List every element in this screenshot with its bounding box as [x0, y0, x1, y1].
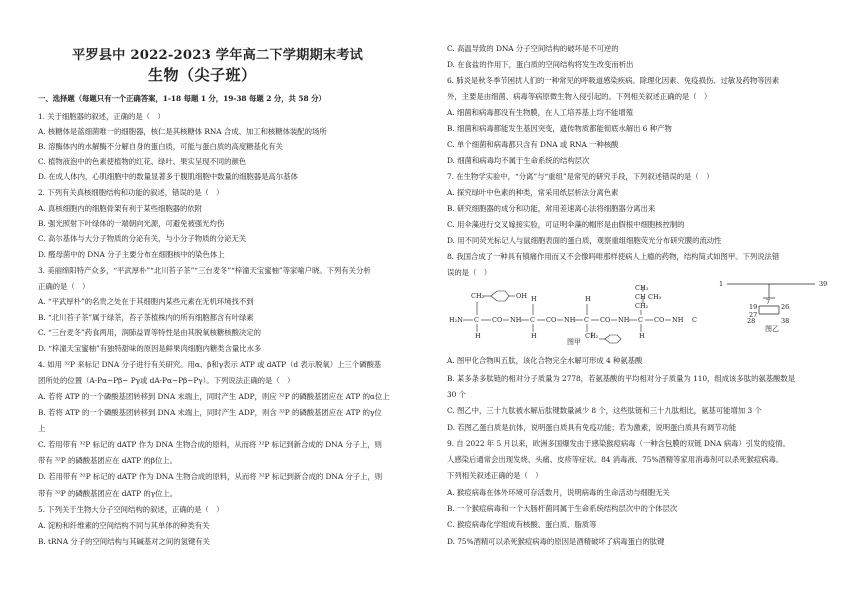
formula-label: CH₃	[648, 293, 662, 301]
option-line: C. 图乙中，三十九肽被水解后肽键数量减少 8 个，这些肽链和三十九肽相比，氨基可能增加 3 个	[447, 406, 762, 415]
option-line: 带有 ³²P 的磷酸基团应在 dATP 的β位上。	[38, 456, 177, 465]
question-line: 4. 如用 ³²P 来标记 DNA 分子进行有关研究。用α、β和γ表示 ATP 或 dATP（d 表示脱氧）上三个磷酸基	[38, 360, 382, 369]
formula-label: H	[531, 295, 537, 303]
question-line: 正确的是（ ）	[38, 282, 90, 291]
figure-number: 19	[749, 303, 758, 311]
question-line: 误的是（ ）	[447, 268, 492, 277]
formula-label: C	[584, 316, 589, 324]
question-line: 5. 下列关于生物大分子空间结构的叙述，正确的是（ ）	[38, 505, 224, 514]
question-line: 3. 美丽绵阳特产众多，“平武厚朴”“北川苔子茶”“三台麦冬”“梓潼天宝蜜柚”等家喻户晓。下列有关分析	[38, 266, 371, 275]
option-line: C. 植物液泡中的色素使植物的红花、绿叶、果实呈现不同的颜色	[38, 157, 247, 166]
option-line: B. 研究细胞器的成分和功能，常用差速离心法将细胞器分离出来	[447, 204, 656, 213]
formula-label: CO	[492, 316, 503, 324]
figure-number: 1	[719, 280, 724, 288]
figure-number: 27	[749, 311, 758, 319]
figure-number: 7	[766, 298, 771, 306]
option-line: B. “北川苔子茶”属于绿茶，苔子茶植株内的所有细胞都含有叶绿素	[38, 313, 254, 322]
figure-number: 38	[781, 317, 790, 325]
option-line: D. “梓潼天宝蜜柚”有独特甜味的原因是鲜果肉细胞内糖类含量比水多	[38, 344, 262, 353]
option-line: A. 核糖体是蓝细菌唯一的细胞器，核仁是其核糖体 RNA 合成、加工和核糖体装配的场所	[38, 127, 327, 136]
option-line: A. 细菌和病毒都没有生物膜，在人工培养基上均不能增殖	[447, 108, 634, 117]
question-line: 7. 在生物学实验中，“分离”与“重组”是常见的研究手段，下列叙述错误的是（ ）	[447, 172, 714, 181]
formula-label: C	[692, 316, 697, 324]
option-line: B. tRNA 分子的空间结构与其碱基对之间的氢键有关	[38, 537, 210, 546]
option-line: 上	[38, 424, 46, 433]
formula-label: H	[475, 332, 481, 340]
option-line: D. 若用带有 ³²P 标记的 dATP 作为 DNA 生物合成的原料，从而将 ³²P 标记到新合成的 DNA 分子上，则	[38, 472, 383, 481]
option-line: B. 若将 ATP 的一个磷酸基团转移到 DNA 末端上，同时产生 ADP，则含 ³²P 的磷酸基团应在 ATP 的γ位	[38, 408, 382, 417]
formula-label: CO	[654, 316, 665, 324]
question-line: 8. 我国合成了一种具有镇痛作用而又不会像吗啡那样使病人上瘾的药物，结构简式如图甲。下列说法错	[447, 252, 780, 261]
formula-label: H	[585, 295, 591, 303]
question-line: 团所处的位置（A-Pα~Pβ~ Pγ或 dA-Pα~Pβ~Pγ）。下列说法正确的是（ ）	[38, 376, 295, 385]
option-line: A. “平武厚朴”的名贵之处在于其细胞内某些元素在无机环境找不到	[38, 297, 254, 306]
option-line: B. 溶酶体内的水解酶不分解自身的蛋白质，可能与蛋白质的高度糖基化有关	[38, 142, 283, 151]
option-line: 30 个	[447, 390, 466, 399]
formula-label: CH	[635, 293, 646, 301]
option-line: B. 细菌和病毒都能发生基因突变，遗传物质都能彻底水解出 6 种产物	[447, 124, 672, 133]
option-line: B. 某多条多肽链的相对分子质量为 2778，若氨基酸的平均相对分子质量为 110，组成该多肽的氨基酸数是	[447, 374, 796, 383]
option-line: C. 猴痘病毒化学组成有核酸、蛋白质、脂质等	[447, 520, 597, 529]
option-line: D. 在成人体内，心肌细胞中的数量显著多于腹肌细胞中数量的细胞器是高尔基体	[38, 172, 298, 181]
option-line: 带有 ³²P 的磷酸基团应在 dATP 的γ位上。	[38, 489, 178, 498]
formula-label: CH₂	[585, 332, 599, 340]
option-line: B. 一个猴痘病毒和一个大肠杆菌同属于生命系统结构层次中的个体层次	[447, 504, 678, 513]
formula-label: C	[638, 316, 643, 324]
option-line: D. 75%酒精可以杀死猴痘病毒的原因是酒精破坏了病毒蛋白的肽键	[447, 537, 665, 546]
question-line: 1. 关于细胞器的叙述，正确的是（ ）	[38, 112, 165, 121]
option-line: D. 用不同荧光标记人与鼠细胞表面的蛋白质，观察重组细胞荧光分布研究膜的流动性	[447, 236, 722, 245]
formula-label: NH	[510, 316, 522, 324]
exam-title: 平罗县中 2022-2023 学年高二下学期期末考试	[72, 48, 364, 63]
formula-label: CO	[546, 316, 557, 324]
formula-label: CH₃	[635, 284, 649, 292]
formula-label: CH₂	[635, 302, 649, 310]
option-line: C. 高温导致的 DNA 分子空间结构的破坏是不可逆的	[447, 44, 619, 53]
formula-label: C	[474, 316, 479, 324]
option-line: A. 淀粉和纤维素的空间结构不同与其单体的种类有关	[38, 521, 210, 530]
option-line: C. “三台麦冬”药食两用，润肺益胃等特性是由其脱氧核糖核酸决定的	[38, 328, 261, 337]
peptide-chain-figure	[719, 278, 839, 338]
option-line: A. 若将 ATP 的一个磷酸基团转移到 DNA 末端上，同时产生 ADP，则应 ³²P 的磷酸基团应在 ATP 的α位上	[38, 392, 390, 401]
option-line: A. 图甲化合物叫五肽，该化合物完全水解可形成 4 种氨基酸	[447, 356, 643, 365]
option-line: D. 若图乙蛋白质是抗体，说明蛋白质具有免疫功能；若为激素，说明蛋白质具有调节功能	[447, 423, 737, 432]
formula-label: H	[639, 332, 645, 340]
section-heading: 一、选择题（每题只有一个正确答案，1-18 每题 1 分，19-38 每题 2 分，共 58 分）	[38, 94, 326, 103]
option-line: D. 在食盐的作用下，蛋白质的空间结构将发生改变而析出	[447, 60, 634, 69]
option-line: D. 细菌和病毒均不属于生命系统的结构层次	[447, 156, 590, 165]
option-line: A. 猴痘病毒在体外环境可存活数月，说明病毒的生命活动与细胞无关	[447, 488, 670, 497]
formula-label: NH	[672, 316, 684, 324]
formula-label: C	[530, 316, 535, 324]
option-line: D. 醛母菌中的 DNA 分子主要分布在细胞核中的染色体上	[38, 250, 225, 259]
formula-label: H	[531, 332, 537, 340]
question-line: 下列相关叙述正确的是（ ）	[447, 471, 543, 480]
formula-label: OH	[516, 292, 527, 300]
figure-number: 39	[819, 280, 828, 288]
question-line: 外，主要是由细菌、病毒等病原微生物入侵引起的。下列相关叙述正确的是（ ）	[447, 92, 712, 101]
option-line: B. 强光照射下叶绿体的一端朝向光源，可避免被强光灼伤	[38, 219, 225, 228]
option-line: A. 真核细胞内的细胞骨架有利于某些细胞器的依附	[38, 204, 203, 213]
figure-caption: 图乙	[765, 325, 779, 333]
option-line: C. 单个细菌和病毒都只含有 DNA 或 RNA 一种核酸	[447, 140, 619, 149]
figure-number: 26	[781, 303, 790, 311]
option-line: C. 若用带有 ³²P 标记的 dATP 作为 DNA 生物合成的原料，从而将 ³²P 标记到新合成的 DNA 分子上，则	[38, 440, 382, 449]
formula-label: CO	[600, 316, 611, 324]
formula-label: NH	[618, 316, 630, 324]
exam-subtitle: 生物（尖子班）	[148, 66, 257, 84]
figure-number: 28	[747, 317, 756, 325]
option-line: A. 探究绿叶中色素的种类，常采用纸层析法分离色素	[447, 188, 619, 197]
figure-caption: 图甲	[567, 338, 581, 346]
formula-label: CH₂	[471, 292, 485, 300]
option-line: C. 高尔基体与大分子物质的分泌有关，与小分子物质的分泌无关	[38, 234, 247, 243]
question-line: 人感染后通常会出现发烧、头痛、皮疹等症状。84 消毒液、75%酒精等家用消毒剂可以杀死猴痘病毒。	[447, 455, 784, 464]
question-line: 6. 肺炎是秋冬季节困扰人们的一种常见的呼吸道感染疾病。除理化因素、免疫损伤、过敏及药物等因素	[447, 76, 780, 85]
formula-label: H₂N	[449, 316, 463, 324]
formula-label: NH	[564, 316, 576, 324]
question-line: 9. 自 2022 年 5 月以来，欧洲多国爆发由于感染猴痘病毒（一种含包膜的双链 DNA 病毒）引发的疫情。	[447, 439, 790, 448]
question-line: 2. 下列有关真核细胞结构和功能的叙述，错误的是（ ）	[38, 188, 224, 197]
option-line: C. 用伞藻进行交叉嫁接实验，可证明伞藻的帽形是由假根中细胞核控制的	[447, 220, 685, 229]
